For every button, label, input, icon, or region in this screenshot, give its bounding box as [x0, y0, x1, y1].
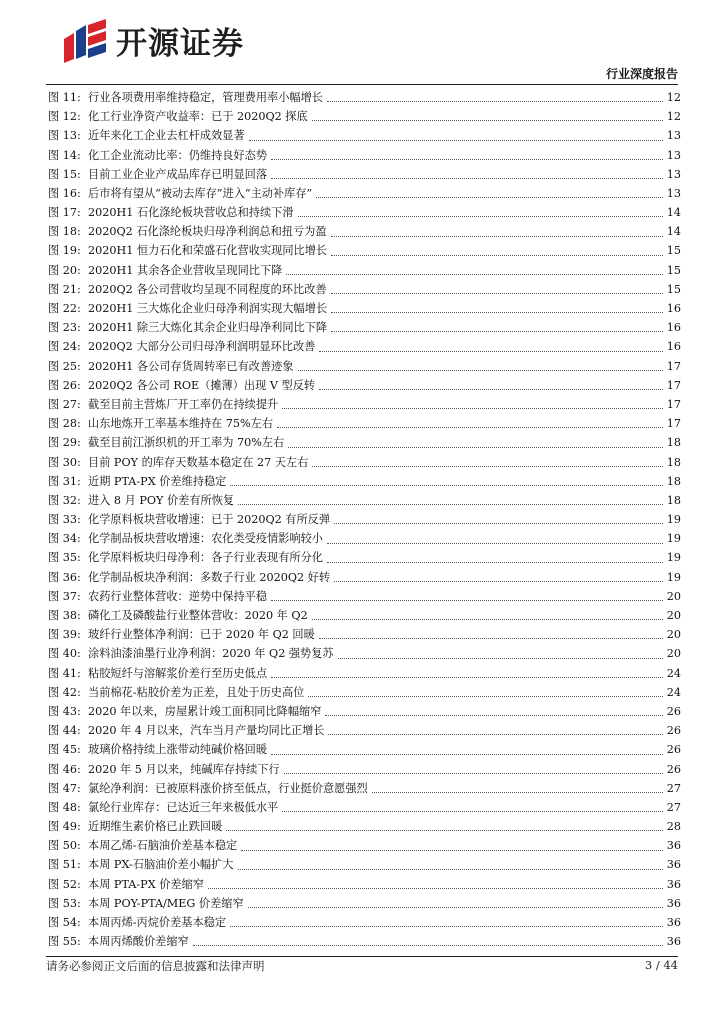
dot-leader	[331, 255, 663, 256]
figure-number: 图 41:	[48, 666, 81, 680]
figure-number: 图 12:	[48, 110, 81, 124]
figure-number: 图 36:	[48, 570, 81, 584]
figure-page-number: 15	[666, 282, 681, 296]
figure-title: 化学制品板块营收增速：农化类受疫情影响较小	[88, 532, 323, 546]
figure-page-number: 26	[666, 743, 681, 757]
toc-row[interactable]	[48, 549, 681, 568]
toc-row[interactable]	[48, 491, 681, 510]
toc-row[interactable]	[48, 261, 681, 280]
dot-leader	[238, 869, 663, 870]
dot-leader	[271, 677, 663, 678]
company-name: 开源证券	[116, 26, 244, 62]
figure-number: 图 27:	[48, 397, 81, 411]
figure-number: 图 18:	[48, 225, 81, 239]
figure-page-number: 15	[666, 244, 681, 258]
figure-title: 近期 PTA-PX 价差维持稳定	[88, 474, 227, 488]
toc-row[interactable]	[48, 587, 681, 606]
figure-page-number: 14	[666, 225, 681, 239]
figure-page-number: 26	[666, 762, 681, 776]
dot-leader	[271, 600, 663, 601]
figure-number: 图 29:	[48, 436, 81, 450]
figure-page-number: 18	[666, 493, 681, 507]
figure-page-number: 19	[666, 532, 681, 546]
toc-row[interactable]	[48, 606, 681, 625]
figure-title: 后市将有望从“被动去库存”进入“主动补库存”	[88, 186, 313, 200]
figure-number: 图 31:	[48, 474, 81, 488]
dot-leader	[328, 734, 662, 735]
figure-number: 图 42:	[48, 685, 81, 699]
dot-leader	[193, 945, 663, 946]
figure-page-number: 36	[666, 839, 681, 853]
figure-number: 图 53:	[48, 896, 81, 910]
report-type-label: 行业深度报告	[605, 67, 678, 81]
toc-row[interactable]	[48, 664, 681, 683]
figure-number: 图 46:	[48, 762, 81, 776]
dot-leader	[334, 581, 663, 582]
figure-number: 图 52:	[48, 877, 81, 891]
figure-page-number: 13	[666, 186, 681, 200]
toc-row[interactable]	[48, 299, 681, 318]
figure-page-number: 36	[666, 877, 681, 891]
figure-page-number: 28	[666, 820, 681, 834]
figure-title: 2020H1 恒力石化和荣盛石化营收实现同比增长	[88, 244, 328, 258]
figure-page-number: 19	[666, 551, 681, 565]
page-number: 3 / 44	[644, 958, 678, 972]
figure-title: 2020Q2 各公司 ROE（摊薄）出现 V 型反转	[88, 378, 316, 392]
dot-leader	[298, 370, 663, 371]
toc-row[interactable]	[48, 280, 681, 299]
toc-row[interactable]	[48, 836, 681, 855]
dot-leader	[372, 792, 663, 793]
figure-page-number: 17	[666, 378, 681, 392]
figure-page-number: 12	[666, 90, 681, 104]
figure-page-number: 20	[666, 609, 681, 623]
figure-title: 近期维生素价格已止跌回暖	[88, 820, 223, 834]
figure-title: 化学制品板块净利润：多数子行业 2020Q2 好转	[88, 570, 331, 584]
figure-title: 行业各项费用率维持稳定，管理费用率小幅增长	[88, 90, 323, 104]
figure-title: 氯纶行业库存：已达近三年来极低水平	[88, 800, 279, 814]
toc-row[interactable]	[48, 395, 681, 414]
figure-title: 本周丙烯酸价差缩窄	[88, 935, 189, 949]
figure-number: 图 30:	[48, 455, 81, 469]
toc-row[interactable]	[48, 740, 681, 759]
figure-page-number: 20	[666, 647, 681, 661]
dot-leader	[282, 811, 663, 812]
figure-number: 图 22:	[48, 302, 81, 316]
dot-leader	[271, 754, 663, 755]
figure-page-number: 13	[666, 167, 681, 181]
figure-title: 2020H1 除三大炼化其余企业归母净利同比下降	[88, 321, 328, 335]
figure-number: 图 37:	[48, 589, 81, 603]
dot-leader	[249, 140, 663, 141]
dot-leader	[327, 543, 663, 544]
figure-title: 2020Q2 各公司营收均呈现不同程度的环比改善	[88, 282, 327, 296]
dot-leader	[238, 504, 663, 505]
dot-leader	[331, 236, 663, 237]
toc-row[interactable]	[48, 453, 681, 472]
dot-leader	[331, 312, 663, 313]
figure-title: 2020H1 三大炼化企业归母净利润实现大幅增长	[88, 302, 328, 316]
figure-page-number: 15	[666, 263, 681, 277]
toc-row[interactable]	[48, 702, 681, 721]
figure-title: 本周丙烯-丙烷价差基本稳定	[88, 916, 227, 930]
figure-number: 图 35:	[48, 551, 81, 565]
figure-number: 图 49:	[48, 820, 81, 834]
figure-page-number: 13	[666, 148, 681, 162]
dot-leader	[312, 466, 662, 467]
figure-number: 图 19:	[48, 244, 81, 258]
dot-leader	[271, 178, 663, 179]
figure-number: 图 51:	[48, 858, 81, 872]
figure-page-number: 16	[666, 340, 681, 354]
figure-title: 2020 年以来，房屋累计竣工面积同比降幅缩窄	[88, 704, 322, 718]
figure-page-number: 19	[666, 513, 681, 527]
figure-number: 图 21:	[48, 282, 81, 296]
toc-row[interactable]	[48, 817, 681, 836]
toc-row[interactable]	[48, 913, 681, 932]
dot-leader	[338, 658, 663, 659]
footer-disclaimer: 请务必参阅正文后面的信息披露和法律声明	[46, 959, 265, 973]
figure-title: 2020 年 4 月以来，汽车当月产量均同比正增长	[88, 724, 325, 738]
dot-leader	[325, 715, 662, 716]
toc-row[interactable]	[48, 510, 681, 529]
dot-leader	[282, 408, 663, 409]
figure-page-number: 19	[666, 570, 681, 584]
toc-row[interactable]	[48, 88, 681, 107]
dot-leader	[248, 907, 663, 908]
figure-page-number: 26	[666, 724, 681, 738]
dot-leader	[277, 427, 663, 428]
toc-row[interactable]	[48, 126, 681, 145]
toc-row[interactable]	[48, 222, 681, 241]
figure-number: 图 44:	[48, 724, 81, 738]
toc-row[interactable]	[48, 894, 681, 913]
figure-number: 图 32:	[48, 493, 81, 507]
dot-leader	[316, 197, 662, 198]
toc-row[interactable]	[48, 721, 681, 740]
dot-leader	[319, 351, 662, 352]
toc-row[interactable]	[48, 318, 681, 337]
figure-title: 涂料油漆油墨行业净利润：2020 年 Q2 强势复苏	[88, 647, 334, 661]
figure-title: 本周乙烯-石脑油价差基本稳定	[88, 839, 238, 853]
figure-number: 图 48:	[48, 800, 81, 814]
figure-title: 玻璃价格持续上涨带动纯碱价格回暖	[88, 743, 268, 757]
figure-page-number: 36	[666, 935, 681, 949]
toc-row[interactable]	[48, 760, 681, 779]
figure-title: 化工企业流动比率：仍维持良好态势	[88, 148, 268, 162]
dot-leader	[334, 523, 663, 524]
figure-page-number: 20	[666, 628, 681, 642]
figure-page-number: 13	[666, 129, 681, 143]
figure-page-number: 27	[666, 800, 681, 814]
dot-leader	[271, 159, 663, 160]
toc-row[interactable]	[48, 875, 681, 894]
toc-row[interactable]	[48, 568, 681, 587]
figure-title: 玻纤行业整体净利润：已于 2020 年 Q2 回暖	[88, 628, 315, 642]
figure-title: 目前工业企业产成品库存已明显回落	[88, 167, 268, 181]
figure-number: 图 26:	[48, 378, 81, 392]
figure-page-number: 12	[666, 110, 681, 124]
figure-number: 图 33:	[48, 513, 81, 527]
dot-leader	[312, 120, 663, 121]
dot-leader	[327, 101, 663, 102]
figure-number: 图 43:	[48, 704, 81, 718]
toc-row[interactable]	[48, 529, 681, 548]
toc-row[interactable]	[48, 376, 681, 395]
figure-page-number: 26	[666, 704, 681, 718]
figure-title: 化学原料板块归母净利：各子行业表现有所分化	[88, 551, 323, 565]
figure-page-number: 24	[666, 666, 681, 680]
toc-row[interactable]	[48, 779, 681, 798]
figure-page-number: 18	[666, 436, 681, 450]
dot-leader	[230, 926, 663, 927]
figure-number: 图 38:	[48, 609, 81, 623]
figure-page-number: 36	[666, 896, 681, 910]
figure-index-list	[48, 88, 681, 951]
toc-row[interactable]	[48, 165, 681, 184]
figure-title: 2020Q2 石化涤纶板块归母净利润总和扭亏为盈	[88, 225, 327, 239]
dot-leader	[298, 216, 663, 217]
figure-page-number: 16	[666, 302, 681, 316]
dot-leader	[226, 830, 662, 831]
figure-number: 图 45:	[48, 743, 81, 757]
figure-number: 图 28:	[48, 417, 81, 431]
figure-number: 图 40:	[48, 647, 81, 661]
toc-row[interactable]	[48, 146, 681, 165]
figure-number: 图 39:	[48, 628, 81, 642]
figure-title: 山东地炼开工率基本维持在 75%左右	[88, 417, 274, 431]
figure-page-number: 24	[666, 685, 681, 699]
figure-number: 图 24:	[48, 340, 81, 354]
figure-title: 2020 年 5 月以来，纯碱库存持续下行	[88, 762, 280, 776]
figure-number: 图 23:	[48, 321, 81, 335]
figure-number: 图 15:	[48, 167, 81, 181]
figure-page-number: 36	[666, 858, 681, 872]
toc-row[interactable]	[48, 242, 681, 261]
dot-leader	[308, 696, 662, 697]
figure-number: 图 55:	[48, 935, 81, 949]
figure-title: 磷化工及磷酸盐行业整体营收：2020 年 Q2	[88, 609, 308, 623]
figure-page-number: 14	[666, 206, 681, 220]
dot-leader	[230, 485, 662, 486]
figure-page-number: 17	[666, 417, 681, 431]
figure-number: 图 13:	[48, 129, 81, 143]
toc-row[interactable]	[48, 856, 681, 875]
figure-number: 图 16:	[48, 186, 81, 200]
figure-title: 本周 PX-石脑油价差小幅扩大	[88, 858, 234, 872]
figure-title: 当前棉花-粘胶价差为正差，且处于历史高位	[88, 685, 305, 699]
dot-leader	[331, 331, 663, 332]
toc-row[interactable]	[48, 932, 681, 951]
figure-title: 氯纶净利润：已被原料涨价挤至低点，行业挺价意愿强烈	[88, 781, 368, 795]
footer-divider	[46, 956, 678, 957]
dot-leader	[208, 888, 663, 889]
dot-leader	[312, 619, 663, 620]
figure-page-number: 27	[666, 781, 681, 795]
dot-leader	[319, 638, 663, 639]
toc-row[interactable]	[48, 184, 681, 203]
toc-row[interactable]	[48, 107, 681, 126]
figure-page-number: 18	[666, 455, 681, 469]
figure-page-number: 17	[666, 359, 681, 373]
figure-title: 粘胶短纤与溶解浆价差行至历史低点	[88, 666, 268, 680]
figure-title: 2020H1 各公司存货周转率已有改善迹象	[88, 359, 294, 373]
figure-page-number: 20	[666, 589, 681, 603]
figure-page-number: 18	[666, 474, 681, 488]
figure-title: 近年来化工企业去杠杆成效显著	[88, 129, 245, 143]
figure-number: 图 47:	[48, 781, 81, 795]
dot-leader	[327, 562, 663, 563]
dot-leader	[288, 447, 663, 448]
figure-page-number: 36	[666, 916, 681, 930]
figure-title: 2020H1 石化涤纶板块营收总和持续下滑	[88, 206, 294, 220]
dot-leader	[286, 274, 662, 275]
dot-leader	[319, 389, 663, 390]
figure-title: 截至目前江浙织机的开工率为 70%左右	[88, 436, 285, 450]
figure-number: 图 11:	[48, 90, 81, 104]
figure-title: 2020Q2 大部分公司归母净利润明显环比改善	[88, 340, 316, 354]
toc-row[interactable]	[48, 798, 681, 817]
toc-row[interactable]	[48, 357, 681, 376]
figure-number: 图 54:	[48, 916, 81, 930]
figure-number: 图 20:	[48, 263, 81, 277]
figure-title: 化工行业净资产收益率：已于 2020Q2 探底	[88, 110, 308, 124]
toc-row[interactable]	[48, 625, 681, 644]
figure-title: 2020H1 其余各企业营收呈现同比下降	[88, 263, 283, 277]
figure-number: 图 14:	[48, 148, 81, 162]
dot-leader	[284, 773, 663, 774]
figure-title: 进入 8 月 POY 价差有所恢复	[88, 493, 235, 507]
figure-page-number: 16	[666, 321, 681, 335]
page-header	[0, 0, 724, 90]
figure-number: 图 34:	[48, 532, 81, 546]
figure-title: 化学原料板块营收增速：已于 2020Q2 有所反弹	[88, 513, 331, 527]
toc-row[interactable]	[48, 203, 681, 222]
toc-row[interactable]	[48, 414, 681, 433]
figure-title: 截至目前主营炼厂开工率仍在持续提升	[88, 397, 279, 411]
kaiyuan-logo-icon	[60, 19, 110, 63]
figure-title: 农药行业整体营收：逆势中保持平稳	[88, 589, 268, 603]
figure-title: 本周 POY-PTA/MEG 价差缩窄	[88, 896, 244, 910]
toc-row[interactable]	[48, 433, 681, 452]
figure-title: 目前 POY 的库存天数基本稳定在 27 天左右	[88, 455, 309, 469]
figure-number: 图 25:	[48, 359, 81, 373]
figure-number: 图 17:	[48, 206, 81, 220]
figure-number: 图 50:	[48, 839, 81, 853]
toc-row[interactable]	[48, 472, 681, 491]
company-logo	[60, 18, 244, 63]
dot-leader	[241, 850, 663, 851]
toc-row[interactable]	[48, 683, 681, 702]
header-divider	[46, 84, 678, 85]
figure-page-number: 17	[666, 397, 681, 411]
toc-row[interactable]	[48, 337, 681, 356]
toc-row[interactable]	[48, 644, 681, 663]
dot-leader	[331, 293, 663, 294]
figure-title: 本周 PTA-PX 价差缩窄	[88, 877, 204, 891]
